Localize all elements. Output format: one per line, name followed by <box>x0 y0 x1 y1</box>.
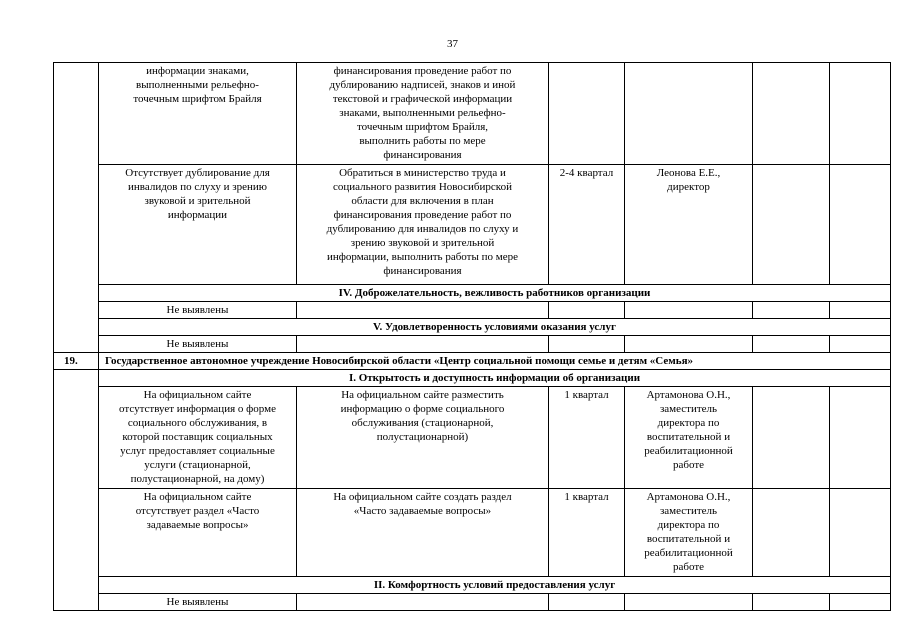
organization-number: 19. <box>54 353 99 370</box>
date-cell <box>830 489 891 577</box>
responsible-cell: Артамонова О.Н., заместитель директора по воспитательной и реабилитационной работе <box>625 387 753 489</box>
measure-cell: На официальном сайте разместить информацию о форме социального обслуживания (стационарной, полустационарной) <box>297 387 549 489</box>
deadline-cell: 2-4 квартал <box>549 165 625 285</box>
measure-cell <box>297 594 549 611</box>
section-heading: IV. Доброжелательность, вежливость работников организации <box>99 285 891 302</box>
table-row <box>54 387 891 489</box>
table-row <box>54 302 891 319</box>
result-cell <box>753 63 830 165</box>
deadline-cell: 1 квартал <box>549 489 625 577</box>
shortcoming-cell: информации знаками, выполненными рельефно- точечным шрифтом Брайля <box>99 63 297 165</box>
result-cell <box>753 594 830 611</box>
shortcoming-cell: Отсутствует дублирование для инвалидов по слуху и зрению звуковой и зрительной информации <box>99 165 297 285</box>
responsible-cell <box>625 594 753 611</box>
deadline-cell <box>549 594 625 611</box>
measure-cell: Обратиться в министерство труда и социального развития Новосибирской области для включения в план финансирования проведение работ по дублированию для инвалидов по слуху и зрению звуковой и зрительной информации, выполнить работы по мере финансирования <box>297 165 549 285</box>
shortcoming-cell: На официальном сайте отсутствует раздел «Часто задаваемые вопросы» <box>99 489 297 577</box>
result-cell <box>753 336 830 353</box>
date-cell <box>830 63 891 165</box>
section-heading-row <box>54 285 891 302</box>
shortcoming-cell: На официальном сайте отсутствует информация о форме социального обслуживания, в которой поставщик социальных услуг предоставляет социальные услуги (стационарной, полустационарной, на дому) <box>99 387 297 489</box>
section-heading-row <box>54 577 891 594</box>
measure-cell: финансирования проведение работ по дублированию надписей, знаков и иной текстовой и графической информации знаками, выполненными рельефно- точечным шрифтом Брайля, выполнить работы по мере финансирования <box>297 63 549 165</box>
section-heading-row <box>54 370 891 387</box>
result-cell <box>753 387 830 489</box>
date-cell <box>830 387 891 489</box>
table-row <box>54 336 891 353</box>
table-row <box>54 165 891 285</box>
section-heading-row <box>54 319 891 336</box>
result-cell <box>753 165 830 285</box>
table-row <box>54 594 891 611</box>
deadline-cell: 1 квартал <box>549 387 625 489</box>
deadline-cell <box>549 302 625 319</box>
number-cell <box>54 370 99 611</box>
measure-cell: На официальном сайте создать раздел «Часто задаваемые вопросы» <box>297 489 549 577</box>
table-row <box>54 489 891 577</box>
responsible-cell <box>625 302 753 319</box>
number-cell <box>54 63 99 353</box>
responsible-cell: Леонова Е.Е., директор <box>625 165 753 285</box>
deadline-cell <box>549 63 625 165</box>
shortcoming-cell: Не выявлены <box>99 336 297 353</box>
organization-row <box>54 353 891 370</box>
improvement-plan-table <box>53 62 891 611</box>
measure-cell <box>297 336 549 353</box>
deadline-cell <box>549 336 625 353</box>
measure-cell <box>297 302 549 319</box>
organization-name: Государственное автономное учреждение Новосибирской области «Центр социальной помощи семье и детям «Семья» <box>99 353 891 370</box>
responsible-cell: Артамонова О.Н., заместитель директора по воспитательной и реабилитационной работе <box>625 489 753 577</box>
responsible-cell <box>625 63 753 165</box>
shortcoming-cell: Не выявлены <box>99 594 297 611</box>
date-cell <box>830 302 891 319</box>
section-heading: II. Комфортность условий предоставления услуг <box>99 577 891 594</box>
section-heading: V. Удовлетворенность условиями оказания услуг <box>99 319 891 336</box>
result-cell <box>753 489 830 577</box>
table-row <box>54 63 891 165</box>
page-number: 37 <box>447 38 458 50</box>
date-cell <box>830 594 891 611</box>
section-heading: I. Открытость и доступность информации об организации <box>99 370 891 387</box>
shortcoming-cell: Не выявлены <box>99 302 297 319</box>
date-cell <box>830 165 891 285</box>
date-cell <box>830 336 891 353</box>
result-cell <box>753 302 830 319</box>
responsible-cell <box>625 336 753 353</box>
